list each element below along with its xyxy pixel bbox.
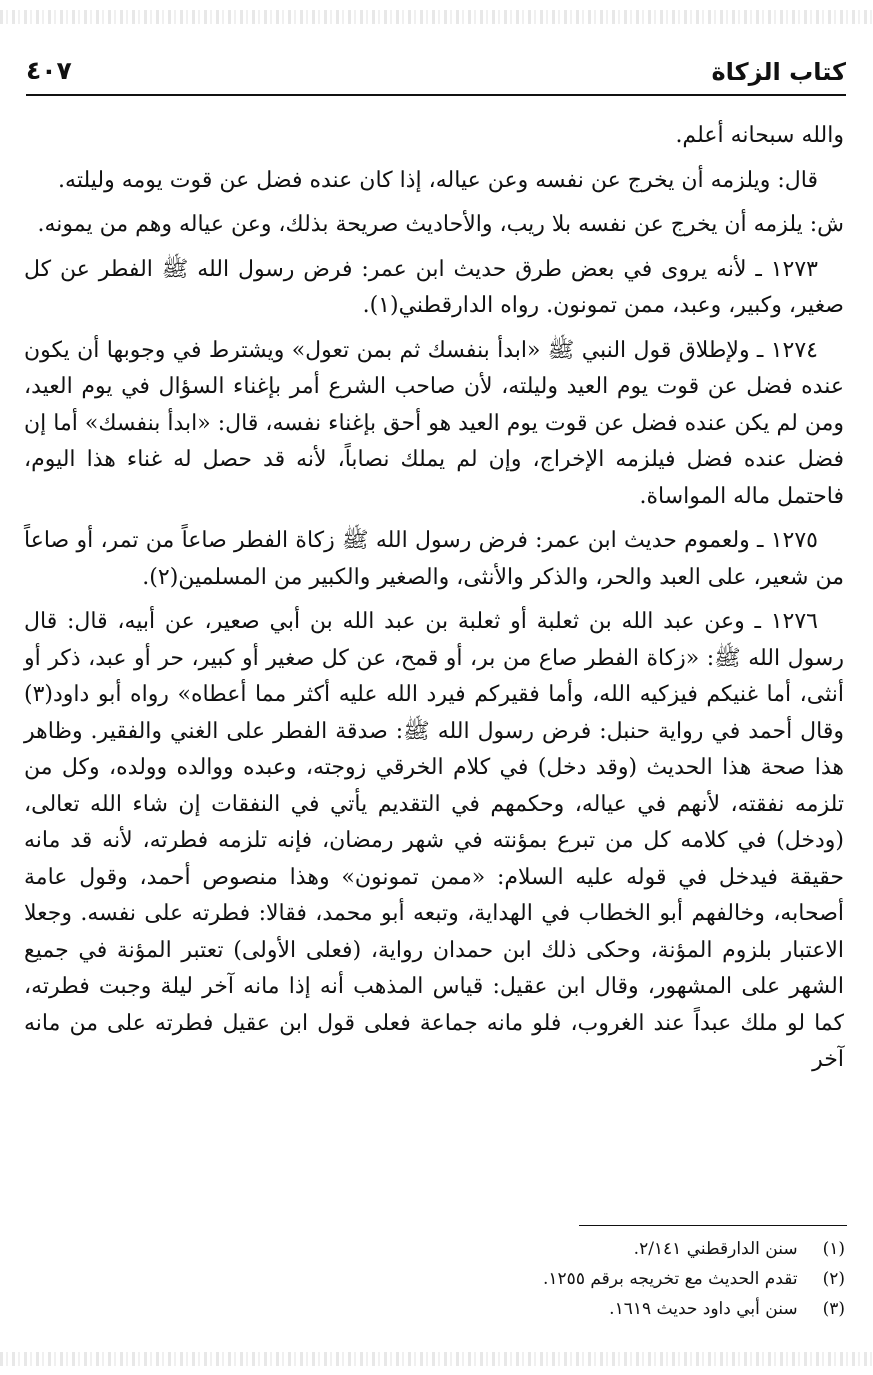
footnote-text: سنن أبي داود حديث ١٦١٩. bbox=[609, 1299, 798, 1319]
paragraph: ١٢٧٣ ـ لأنه يروى في بعض طرق حديث ابن عمر: فرض رسول الله ﷺ الفطر عن كل صغير، وكبير، وعبد، ممن تمونون. رواه الدارقطني(١). bbox=[24, 256, 844, 318]
paragraph: ١٢٧٥ ـ ولعموم حديث ابن عمر: فرض رسول الله ﷺ زكاة الفطر صاعاً من تمر، أو صاعاً من شعير، على العبد والحر، والذكر والأنثى، والصغير والكبير من المسلمين(٢). bbox=[24, 528, 844, 590]
footnote-text: سنن الدارقطني ٢/١٤١. bbox=[633, 1239, 798, 1259]
scan-edge-bottom bbox=[0, 1352, 873, 1366]
scan-edge-top bbox=[0, 10, 873, 24]
footnote bbox=[245, 1234, 845, 1264]
paragraph: ش: يلزمه أن يخرج عن نفسه بلا ريب، والأحاديث صريحة بذلك، وعن عياله وهم من يمونه. bbox=[37, 212, 844, 237]
paragraph: والله سبحانه أعلم. bbox=[675, 123, 844, 148]
footnote-number: (٣) bbox=[822, 1299, 845, 1319]
main-text bbox=[24, 118, 844, 1087]
footnote-number: (٢) bbox=[822, 1269, 845, 1289]
page-number: ٤٠٧ bbox=[26, 56, 72, 85]
footnote-separator bbox=[579, 1225, 847, 1226]
footnote bbox=[245, 1294, 845, 1324]
footnotes bbox=[245, 1234, 845, 1324]
footnote bbox=[245, 1264, 845, 1294]
paragraph: ١٢٧٦ ـ وعن عبد الله بن ثعلبة أو ثعلبة بن عبد الله بن أبي صعير، عن أبيه، قال: قال رسول الله ﷺ: «زكاة الفطر صاع من بر، أو قمح، عن كل صغير أو كبير، حر أو عبد، ذكر أو أنثى، أما غنيكم فيزكيه الله، وأما فقيركم فيرد الله عليه أكثر مما أعطاه» رواه أبو داود(٣) وقال أحمد في رواية حنبل: فرض رسول الله ﷺ: صدقة الفطر على الغني والفقير. وظاهر هذا صحة هذا الحديث (وقد دخل) في كلام الخرقي زوجته، وعبده ووالده وولده، وكل من تلزمه نفقته، لأنهم في عياله، وحكمهم في التقديم يأتي في النفقات إن شاء الله تعالى، (ودخل) في كلامه كل من تبرع بمؤنته في شهر رمضان، فإنه تلزمه فطرته، لأنه قد مانه حقيقة فيدخل في قوله عليه السلام: «ممن تمونون» وهذا منصوص أحمد، وقول عامة أصحابه، وخالفهم أبو الخطاب في الهداية، وتبعه أبو محمد، فقالا: فطرته على نفسه. وجعلا الاعتبار بلزوم المؤنة، وحكى ذلك ابن حمدان رواية، (فعلى الأولى) تعتبر المؤنة في جميع الشهر على المشهور، وقال ابن عقيل: قياس المذهب أنه إذا مانه آخر ليلة وجبت فطرته، كما لو ملك عبداً عند الغروب، فلو مانه جماعة فعلى قول ابن عقيل فطرته على من مانه آخر bbox=[24, 609, 844, 1072]
page-header bbox=[26, 50, 846, 96]
paragraph: قال: ويلزمه أن يخرج عن نفسه وعن عياله، إذا كان عنده فضل عن قوت يومه وليلته. bbox=[58, 167, 818, 193]
paragraph: ١٢٧٤ ـ ولإطلاق قول النبي ﷺ «ابدأ بنفسك ثم بمن تعول» ويشترط في وجوبها أن يكون عنده فضل عن قوت يوم العيد وليلته، لأن صاحب الشرع أمر بإغناء السؤال في يوم العيد، ومن لم يكن عنده فضل عن قوت يوم العيد هو أحق بإغناء نفسه، قال: «ابدأ بنفسك» أما إن فضل عنده فضل فيلزمه الإخراج، وإن لم يملك نصاباً، لأنه قد حصل له غناء هذا اليوم، فاحتمل ماله المواساة. bbox=[24, 337, 844, 509]
footnote-text: تقدم الحديث مع تخريجه برقم ١٢٥٥. bbox=[543, 1269, 798, 1289]
footnote-number: (١) bbox=[822, 1239, 845, 1259]
chapter-title: كتاب الزكاة bbox=[711, 58, 846, 86]
